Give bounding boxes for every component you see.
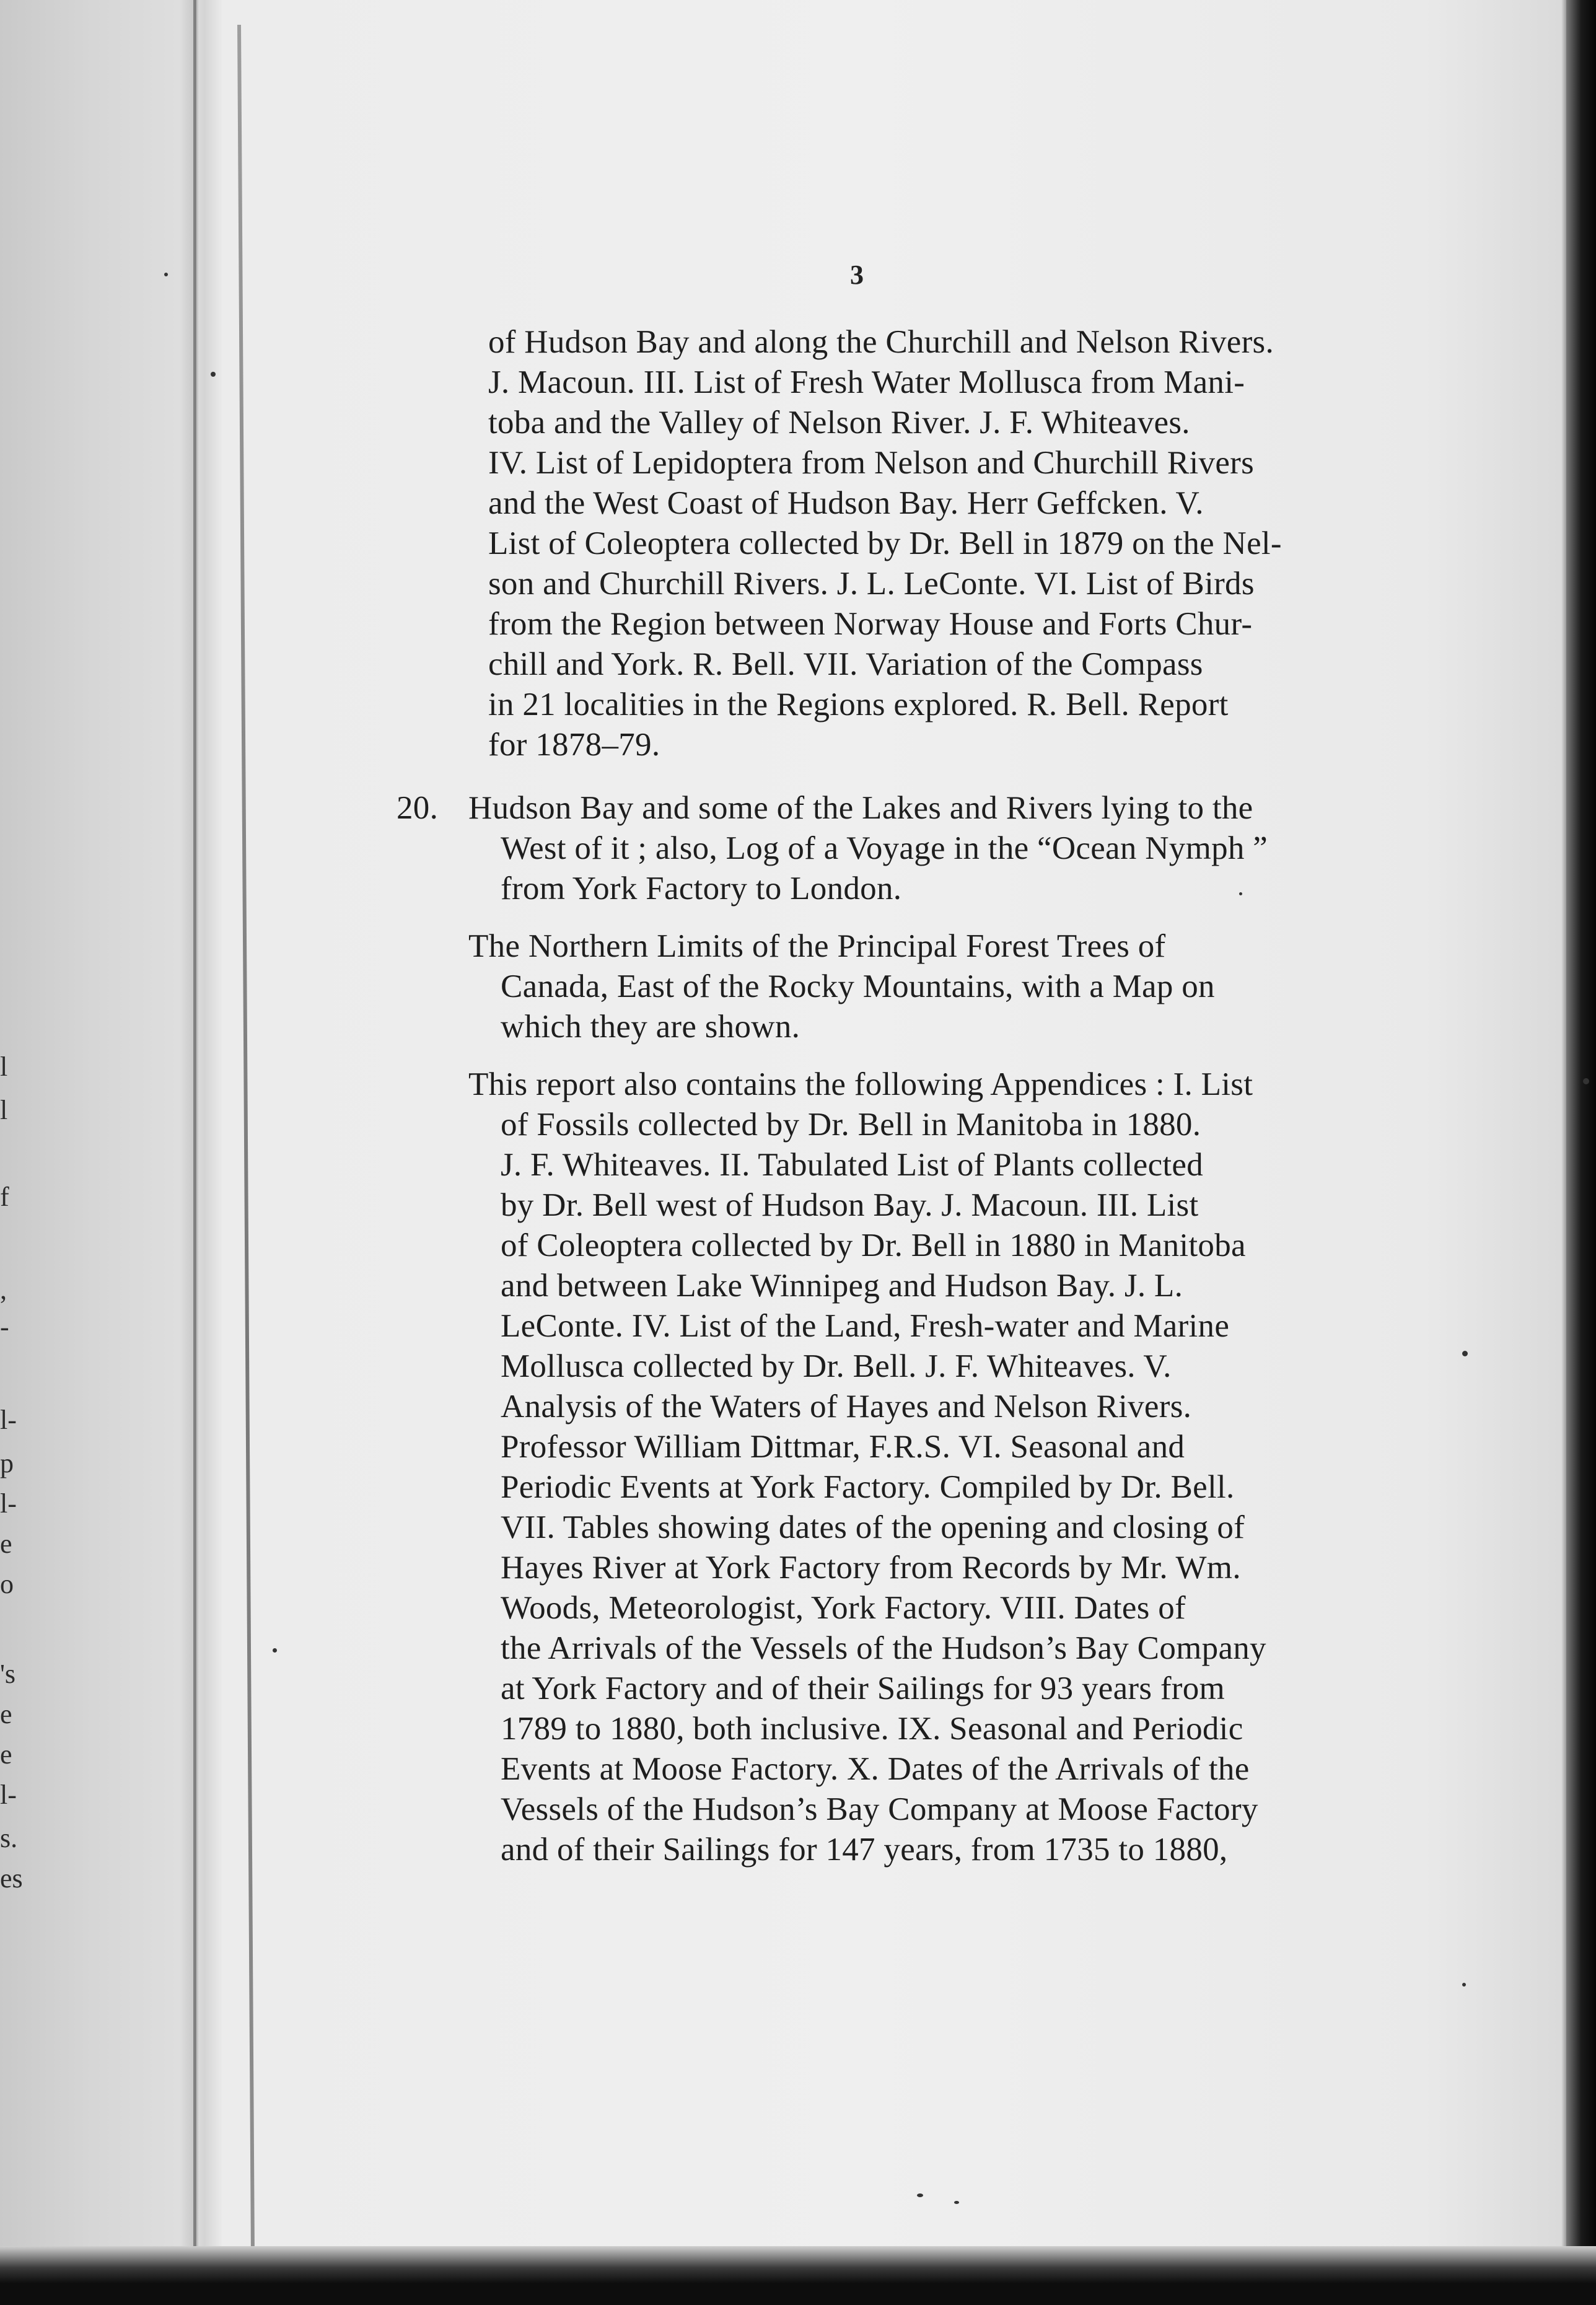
bottom-scan-border [0, 2246, 1596, 2305]
text-line: The Northern Limits of the Principal Forest Trees of [468, 928, 1166, 964]
continuation-paragraph [488, 322, 1430, 765]
text-line: Professor William Dittmar, F.R.S. VI. Seasonal and [501, 1429, 1185, 1465]
northern-limits-entry [468, 926, 1410, 1047]
text-line: IV. List of Lepidoptera from Nelson and Churchill Rivers [488, 445, 1255, 481]
appendices-paragraph [468, 1065, 1410, 1870]
text-line: Vessels of the Hudson’s Bay Company at Moose Factory [501, 1791, 1258, 1827]
scan-speck [917, 2193, 923, 2197]
text-line: of Hudson Bay and along the Churchill and Nelson Rivers. [488, 324, 1274, 360]
right-scan-border [1566, 0, 1596, 2305]
entry-number [397, 788, 458, 828]
fragment: o [0, 1569, 14, 1599]
entry-20-number: 20. [397, 790, 439, 826]
text-line: List of Coleoptera collected by Dr. Bell in 1879 on the Nel- [488, 525, 1282, 561]
text-line: in 21 localities in the Regions explored. R. Bell. Report [488, 687, 1229, 722]
text-line: VII. Tables showing dates of the opening and closing of [501, 1509, 1245, 1545]
text-line: from the Region between Norway House and Forts Chur- [488, 606, 1253, 642]
scan-speck [164, 273, 168, 276]
scan-speck [1462, 1983, 1466, 1987]
text-line: LeConte. IV. List of the Land, Fresh-water and Marine [501, 1308, 1230, 1344]
text-line: J. F. Whiteaves. II. Tabulated List of Plants collected [501, 1147, 1204, 1183]
text-line: 1789 to 1880, both inclusive. IX. Seasonal and Periodic [501, 1711, 1243, 1747]
fragment: l [0, 1095, 8, 1125]
fragment: es [0, 1863, 23, 1894]
text-line: which they are shown. [501, 1009, 800, 1045]
fragment: l- [0, 1488, 17, 1519]
fragment: e [0, 1739, 12, 1770]
scan-speck [1239, 892, 1242, 895]
page-fold-line [193, 0, 196, 2255]
fragment: l- [0, 1780, 17, 1810]
text-line: of Fossils collected by Dr. Bell in Manitoba in 1880. [501, 1107, 1201, 1143]
fragment: e [0, 1529, 12, 1559]
text-line: Analysis of the Waters of Hayes and Nelson Rivers. [501, 1389, 1192, 1425]
text-line: Mollusca collected by Dr. Bell. J. F. Whiteaves. V. [501, 1348, 1172, 1384]
scan-speck [1583, 1078, 1589, 1084]
page-number: 3 [850, 260, 864, 290]
scan-speck [273, 1648, 277, 1653]
fragment: l- [0, 1405, 17, 1435]
text-line: Woods, Meteorologist, York Factory. VIII. Dates of [501, 1590, 1186, 1626]
text-line: J. Macoun. III. List of Fresh Water Mollusca from Mani- [488, 364, 1245, 400]
text-line: toba and the Valley of Nelson River. J. F. Whiteaves. [488, 405, 1190, 441]
text-line: chill and York. R. Bell. VII. Variation of the Compass [488, 646, 1203, 682]
text-line: son and Churchill Rivers. J. L. LeConte. VI. List of Birds [488, 566, 1255, 602]
left-page-edge [0, 0, 198, 2305]
fragment: p [0, 1448, 14, 1478]
entry-20-title [468, 788, 1410, 909]
text-line: This report also contains the following Appendices : I. List [468, 1066, 1253, 1102]
text-line: West of it ; also, Log of a Voyage in the “Ocean Nymph ” [501, 830, 1268, 866]
fragment: - [0, 1312, 9, 1342]
fragment: 's [0, 1659, 16, 1689]
text-line: by Dr. Bell west of Hudson Bay. J. Macoun. III. List [501, 1187, 1199, 1223]
text-line: from York Factory to London. [501, 871, 902, 907]
fragment: s. [0, 1823, 18, 1853]
text-line: and between Lake Winnipeg and Hudson Bay. J. L. [501, 1268, 1183, 1304]
text-line: Hudson Bay and some of the Lakes and Rivers lying to the [468, 790, 1253, 826]
scan-speck [954, 2201, 959, 2204]
text-line: the Arrivals of the Vessels of the Hudson’s Bay Company [501, 1630, 1266, 1666]
left-page-fragments [0, 0, 25, 2305]
binding-shadow-line [237, 25, 255, 2255]
text-line: of Coleoptera collected by Dr. Bell in 1880 in Manitoba [501, 1227, 1246, 1263]
fragment: f [0, 1182, 9, 1212]
fragment: e [0, 1699, 12, 1729]
text-line: Canada, East of the Rocky Mountains, with a Map on [501, 968, 1215, 1004]
text-line: and the West Coast of Hudson Bay. Herr Geffcken. V. [488, 485, 1204, 521]
scan-speck [211, 372, 216, 377]
text-line: Hayes River at York Factory from Records by Mr. Wm. [501, 1550, 1241, 1586]
scan-speck [1462, 1351, 1468, 1356]
text-line: at York Factory and of their Sailings for 93 years from [501, 1671, 1226, 1706]
text-line: Events at Moose Factory. X. Dates of the Arrivals of the [501, 1751, 1250, 1787]
text-line: for 1878–79. [488, 727, 660, 763]
text-line: and of their Sailings for 147 years, from 1735 to 1880, [501, 1832, 1228, 1868]
text-line: Periodic Events at York Factory. Compiled by Dr. Bell. [501, 1469, 1235, 1505]
fragment: l [0, 1052, 8, 1082]
fragment: , [0, 1275, 7, 1305]
